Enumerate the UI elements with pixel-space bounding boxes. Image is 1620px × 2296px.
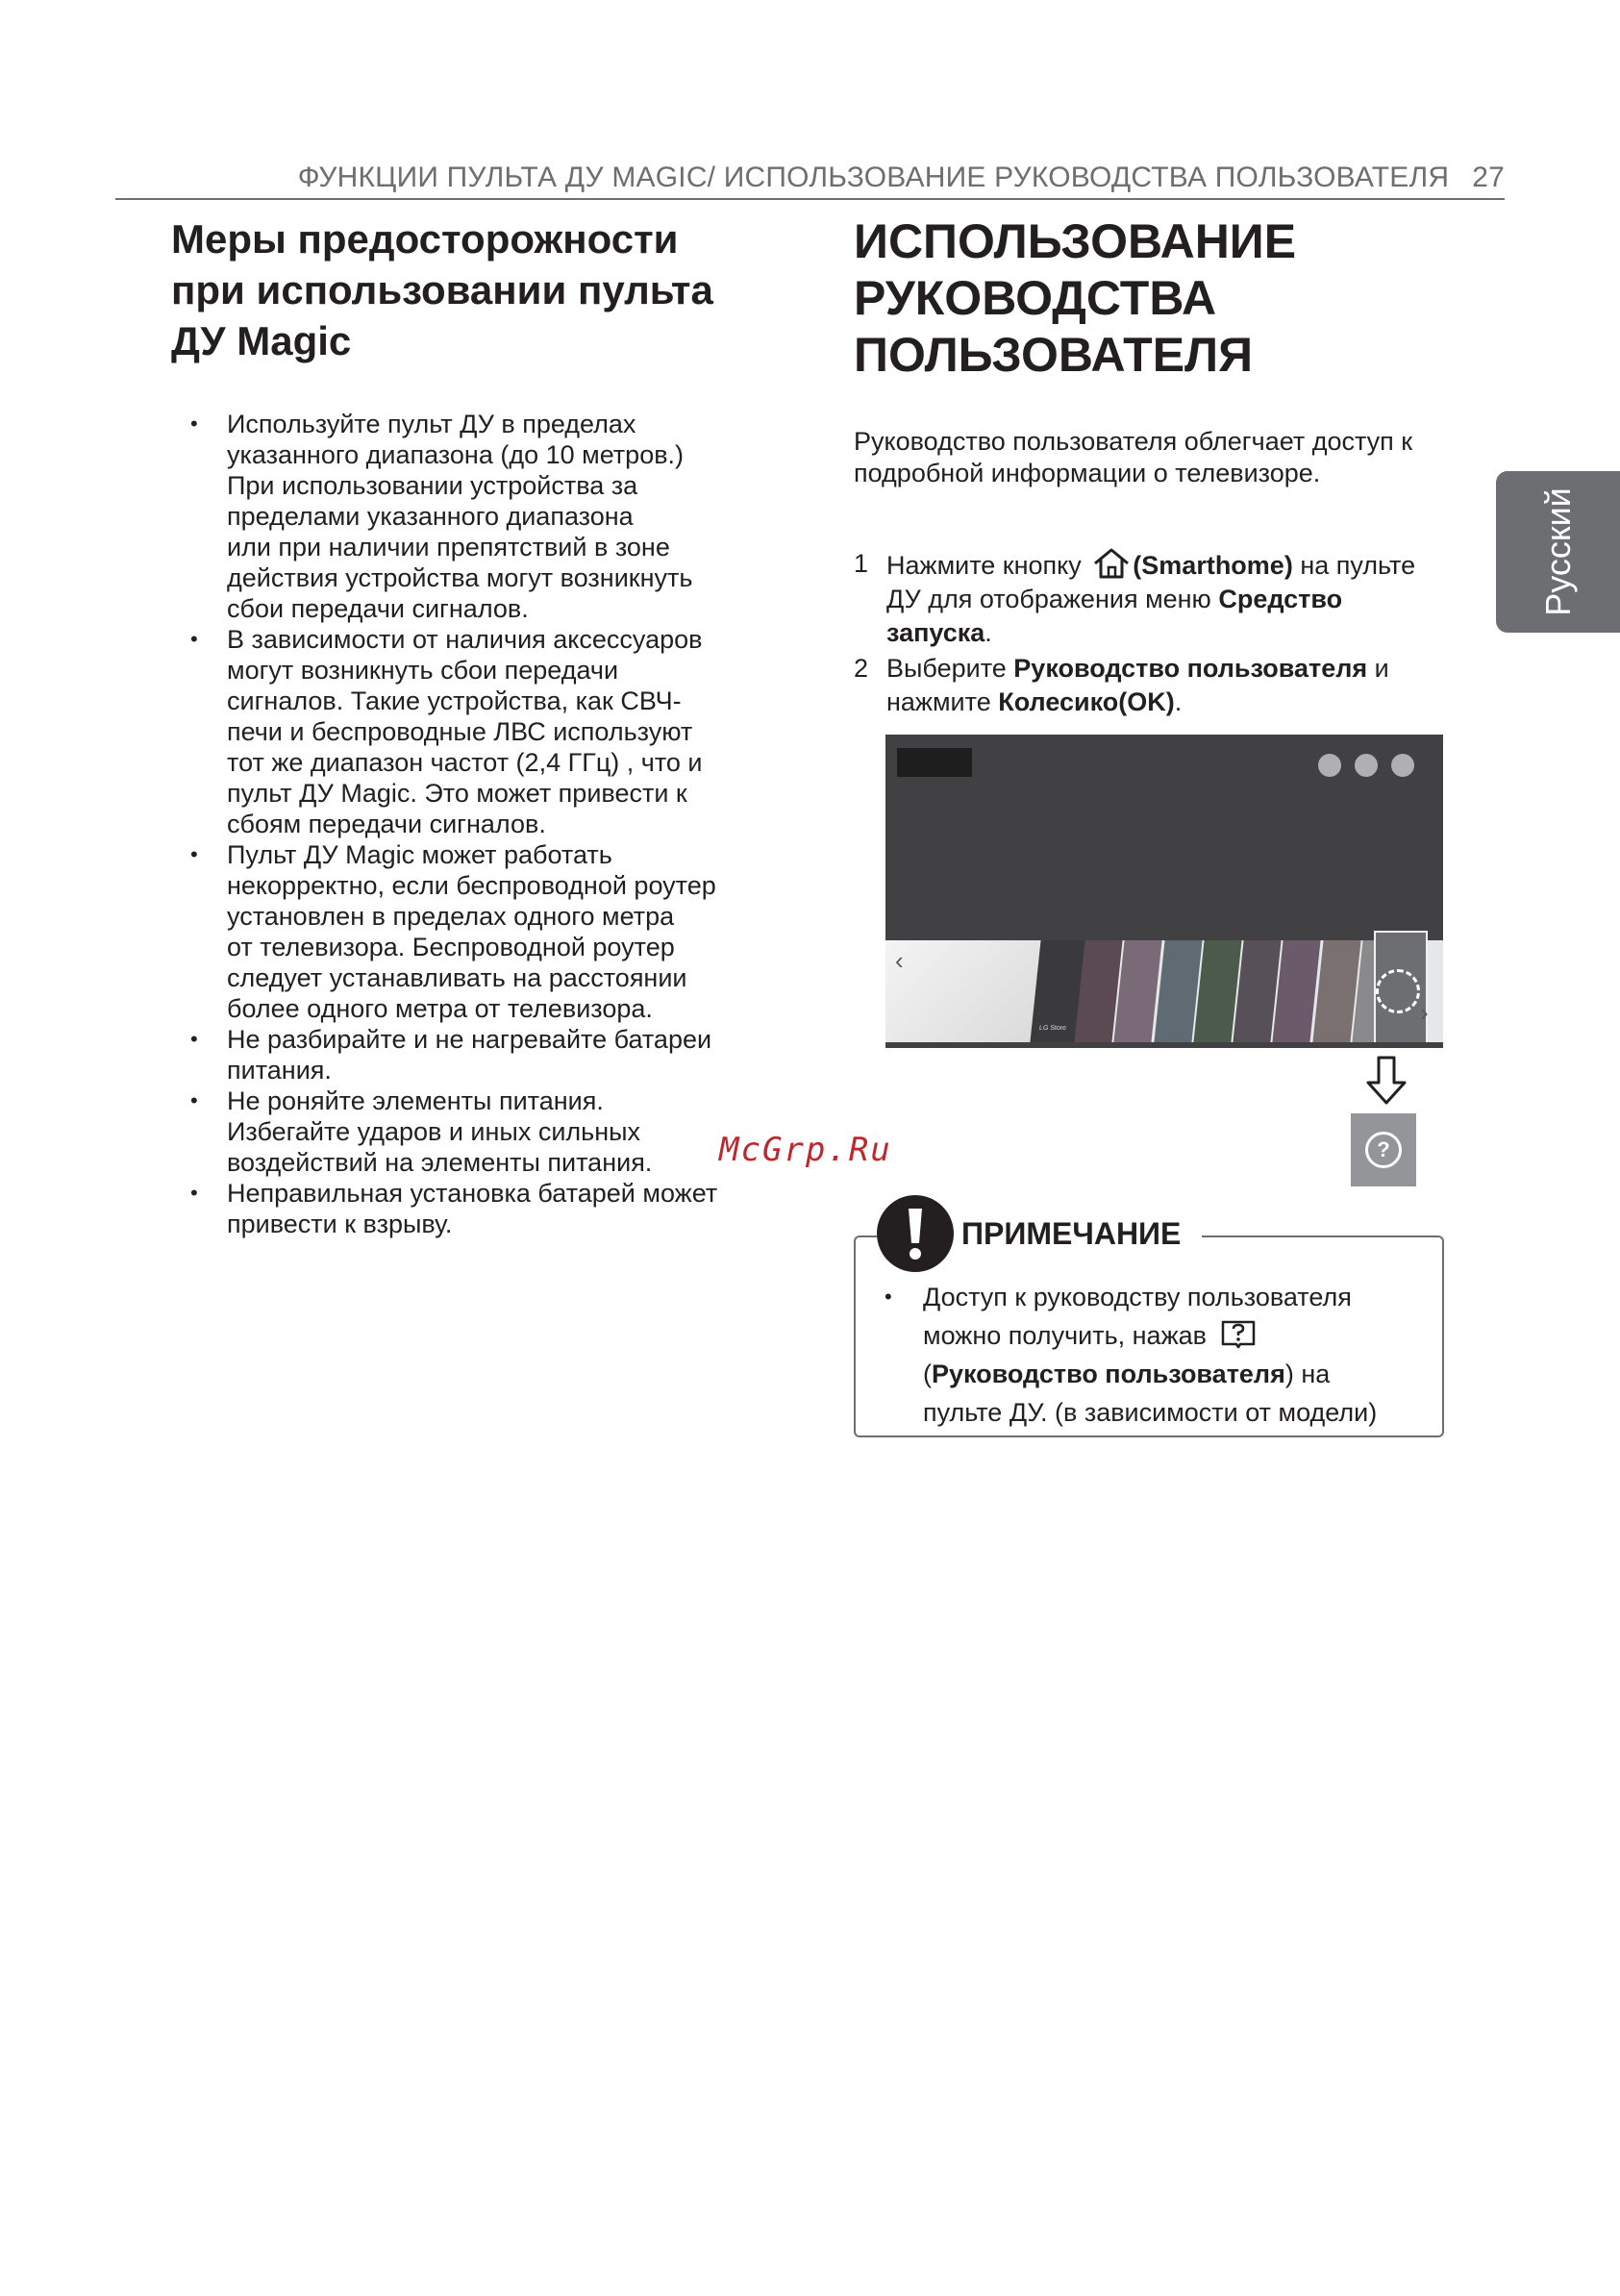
precaution-line: сбоям передачи сигналов. bbox=[227, 810, 546, 838]
wheel-ok-label: Колесико(OK) bbox=[998, 687, 1175, 716]
precaution-line: Избегайте ударов и иных сильных bbox=[227, 1117, 641, 1146]
smarthome-label: (Smarthome) bbox=[1133, 551, 1293, 580]
precaution-line: В зависимости от наличия аксессуаров bbox=[227, 625, 703, 654]
down-arrow-icon bbox=[1365, 1056, 1408, 1106]
precautions-list bbox=[171, 409, 758, 1239]
step-1 bbox=[854, 547, 1469, 650]
precaution-line: сбои передачи сигналов. bbox=[227, 594, 529, 623]
help-tile[interactable] bbox=[1351, 1113, 1416, 1186]
chevron-left-icon[interactable]: ‹ bbox=[895, 946, 904, 975]
exclamation-icon bbox=[877, 1195, 954, 1272]
chevron-right-icon[interactable]: › bbox=[1420, 998, 1429, 1027]
step-text: Нажмите кнопку bbox=[886, 551, 1082, 580]
page-number: 27 bbox=[1472, 162, 1505, 193]
precaution-line: Не разбирайте и не нагревайте батареи bbox=[227, 1025, 712, 1054]
bullet-dot: • bbox=[190, 1027, 198, 1051]
step-number: 1 bbox=[854, 549, 869, 578]
note-line: Доступ к руководству пользователя bbox=[923, 1283, 1352, 1311]
status-dot bbox=[1391, 754, 1414, 777]
precautions-title bbox=[171, 213, 758, 366]
note-title: ПРИМЕЧАНИЕ bbox=[961, 1215, 1182, 1251]
precaution-line: указанного диапазона (до 10 метров.) bbox=[227, 440, 685, 469]
launcher-preview bbox=[885, 940, 1047, 1042]
intro-line: Руководство пользователя облегчает доступ к bbox=[854, 427, 1413, 456]
precautions-title-line: при использовании пульта bbox=[171, 267, 713, 312]
precaution-line: привести к взрыву. bbox=[227, 1210, 453, 1238]
bullet-dot: • bbox=[190, 627, 198, 651]
note-line: пульте ДУ. (в зависимости от модели) bbox=[923, 1398, 1378, 1427]
precaution-item bbox=[171, 1024, 758, 1086]
launcher-label: Средство bbox=[1218, 585, 1343, 613]
note-line: можно получить, нажав bbox=[923, 1321, 1207, 1350]
tv-logo-box bbox=[897, 748, 972, 777]
user-guide-title-line: ПОЛЬЗОВАТЕЛЯ bbox=[854, 328, 1254, 382]
launcher-apps bbox=[1078, 940, 1395, 1042]
steps-list bbox=[854, 547, 1469, 719]
launcher-bar bbox=[885, 940, 1443, 1042]
user-guide-section bbox=[854, 213, 1469, 721]
precaution-line: могут возникнуть сбои передачи bbox=[227, 656, 619, 685]
step-text: . bbox=[984, 618, 992, 647]
language-tab-label: Русский bbox=[1537, 487, 1578, 616]
status-dot bbox=[1355, 754, 1378, 777]
status-dot bbox=[1318, 754, 1341, 777]
tv-launcher-screenshot bbox=[885, 735, 1443, 1048]
precaution-item bbox=[171, 409, 758, 624]
precaution-line: питания. bbox=[227, 1056, 332, 1085]
step-2 bbox=[854, 652, 1469, 719]
watermark: McGrp.Ru bbox=[719, 1131, 892, 1169]
precaution-line: установлен в пределах одного метра bbox=[227, 902, 675, 931]
precaution-line: Пульт ДУ Magic может работать bbox=[227, 840, 612, 869]
precautions-section bbox=[171, 213, 758, 1239]
step-text: и bbox=[1374, 654, 1389, 683]
precaution-line: от телевизора. Беспроводной роутер bbox=[227, 933, 675, 961]
user-guide-label: Руководство пользователя bbox=[932, 1360, 1285, 1388]
precaution-line: тот же диапазон частот (2,4 ГГц) , что и bbox=[227, 748, 703, 777]
precaution-line: действия устройства могут возникнуть bbox=[227, 563, 693, 592]
bullet-dot: • bbox=[190, 1181, 198, 1205]
precaution-line: более одного метра от телевизора. bbox=[227, 994, 653, 1023]
page-header bbox=[115, 162, 1505, 200]
intro-line: подробной информации о телевизоре. bbox=[854, 459, 1321, 487]
precaution-line: или при наличии препятствий в зоне bbox=[227, 533, 670, 562]
user-guide-intro bbox=[854, 426, 1469, 489]
precaution-line: Неправильная установка батарей может bbox=[227, 1179, 718, 1208]
step-text: ДУ для отображения меню bbox=[886, 585, 1211, 613]
step-text: на пульте bbox=[1300, 551, 1416, 580]
precaution-item bbox=[171, 1086, 758, 1178]
language-tab bbox=[1496, 471, 1620, 633]
precautions-title-line: ДУ Magic bbox=[171, 318, 352, 363]
header-title: ФУНКЦИИ ПУЛЬТА ДУ MAGIC/ ИСПОЛЬЗОВАНИЕ РУКОВОДСТВА ПОЛЬЗОВАТЕЛЯ bbox=[297, 162, 1450, 193]
step-text: Выберите bbox=[886, 654, 1007, 683]
user-guide-title-line: РУКОВОДСТВА bbox=[854, 271, 1217, 325]
precaution-line: Не роняйте элементы питания. bbox=[227, 1086, 604, 1115]
tv-status-dots bbox=[1318, 754, 1414, 777]
bullet-dot: • bbox=[190, 1088, 198, 1112]
step-number: 2 bbox=[854, 654, 869, 683]
tv-bottom-line bbox=[885, 1042, 1443, 1048]
step-text: . bbox=[1174, 687, 1183, 716]
precaution-line: печи и беспроводные ЛВС используют bbox=[227, 717, 693, 746]
help-icon bbox=[1365, 1132, 1402, 1168]
step-text: нажмите bbox=[886, 687, 991, 716]
precaution-item bbox=[171, 839, 758, 1024]
bullet-dot: • bbox=[190, 842, 198, 866]
precaution-line: пределами указанного диапазона bbox=[227, 502, 634, 531]
bullet-dot: • bbox=[190, 412, 198, 436]
user-guide-title bbox=[854, 213, 1469, 384]
book-question-icon bbox=[1220, 1319, 1257, 1350]
user-guide-title-line: ИСПОЛЬЗОВАНИЕ bbox=[854, 214, 1297, 268]
home-icon bbox=[1092, 547, 1131, 580]
help-glyph: ? bbox=[1377, 1137, 1390, 1161]
user-guide-label: Руководство пользователя bbox=[1013, 654, 1368, 683]
launcher-label: запуска bbox=[886, 618, 985, 647]
precaution-line: пульт ДУ Magic. Это может привести к bbox=[227, 779, 687, 808]
precaution-item bbox=[171, 624, 758, 839]
selection-circle bbox=[1376, 969, 1420, 1013]
note-line: ) на bbox=[1284, 1360, 1331, 1388]
precaution-line: Используйте пульт ДУ в пределах bbox=[227, 410, 636, 438]
precaution-line: некорректно, если беспроводной роутер bbox=[227, 871, 716, 900]
precaution-line: При использовании устройства за bbox=[227, 471, 638, 500]
precaution-line: сигналов. Такие устройства, как СВЧ- bbox=[227, 686, 682, 715]
precaution-item bbox=[171, 1178, 758, 1239]
precautions-title-line: Меры предосторожности bbox=[171, 216, 679, 262]
bullet-dot: • bbox=[885, 1285, 892, 1309]
note-box bbox=[854, 1215, 1444, 1437]
note-body bbox=[885, 1278, 1461, 1432]
precaution-line: воздействий на элементы питания. bbox=[227, 1148, 653, 1177]
note-header bbox=[877, 1195, 1202, 1272]
precaution-line: следует устанавливать на расстоянии bbox=[227, 963, 687, 992]
note-line: ( bbox=[923, 1360, 932, 1388]
lg-store-label: LG Store bbox=[1038, 1025, 1067, 1032]
